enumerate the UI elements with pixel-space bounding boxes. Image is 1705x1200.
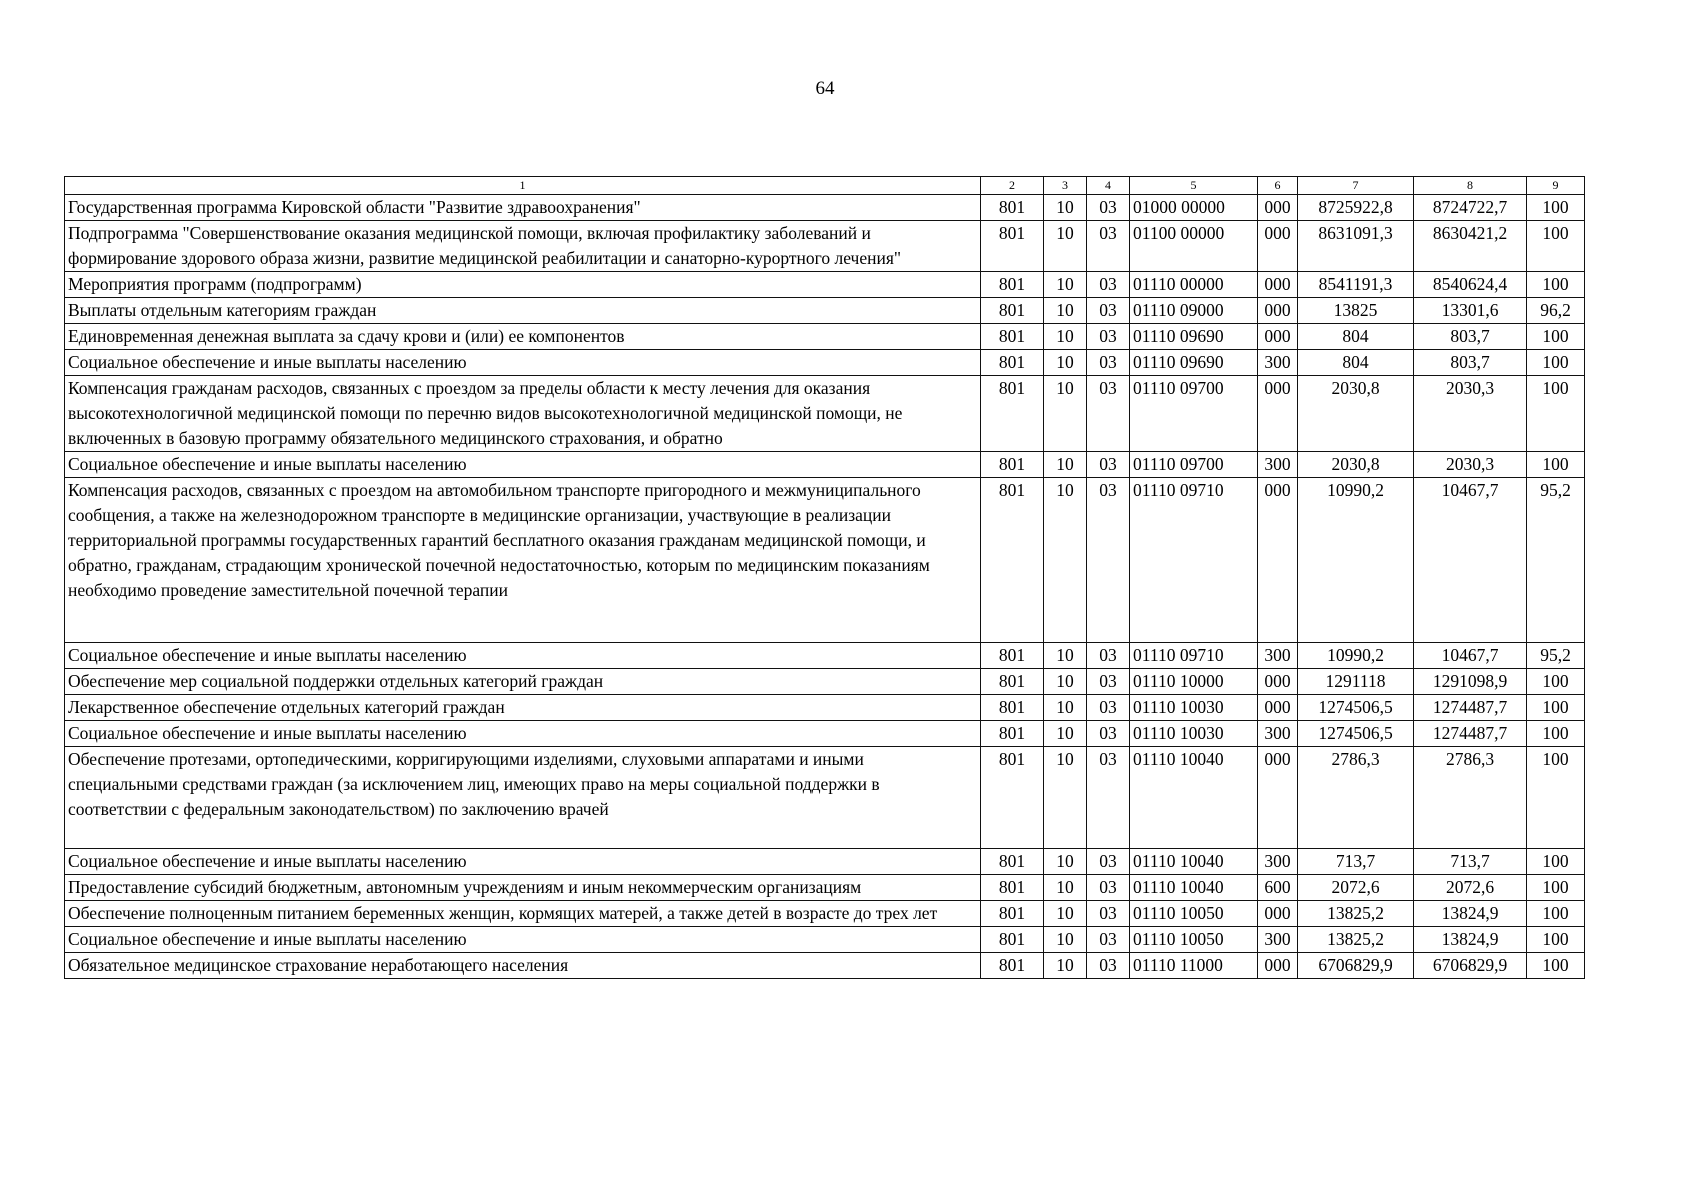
- section-code-cell: 10: [1044, 643, 1087, 669]
- department-code-cell: 801: [981, 272, 1044, 298]
- department-code-cell: 801: [981, 695, 1044, 721]
- expense-type-cell: 000: [1258, 953, 1298, 979]
- section-code-cell: 10: [1044, 195, 1087, 221]
- execution-percent-cell: 100: [1527, 350, 1585, 376]
- section-code-cell: 10: [1044, 478, 1087, 643]
- department-code-cell: 801: [981, 669, 1044, 695]
- section-code-cell: 10: [1044, 324, 1087, 350]
- actual-amount-cell: 1291098,9: [1414, 669, 1527, 695]
- planned-amount-cell: 2030,8: [1298, 376, 1414, 452]
- actual-amount-cell: 10467,7: [1414, 643, 1527, 669]
- table-row: [65, 195, 1585, 221]
- table-row: [65, 747, 1585, 849]
- planned-amount-cell: 1291118: [1298, 669, 1414, 695]
- subsection-code-cell: 03: [1087, 875, 1130, 901]
- execution-percent-cell: 100: [1527, 695, 1585, 721]
- table-row: [65, 875, 1585, 901]
- execution-percent-cell: 100: [1527, 452, 1585, 478]
- department-code-cell: 801: [981, 875, 1044, 901]
- target-article-cell: 01110 10030: [1130, 721, 1258, 747]
- expense-type-cell: 300: [1258, 721, 1298, 747]
- actual-amount-cell: 1274487,7: [1414, 721, 1527, 747]
- execution-percent-cell: 100: [1527, 376, 1585, 452]
- expense-type-cell: 300: [1258, 643, 1298, 669]
- actual-amount-cell: 8724722,7: [1414, 195, 1527, 221]
- actual-amount-cell: 13301,6: [1414, 298, 1527, 324]
- expense-type-cell: 300: [1258, 452, 1298, 478]
- department-code-cell: 801: [981, 452, 1044, 478]
- expense-name-cell: Обеспечение полноценным питанием беременных женщин, кормящих матерей, а также детей в возрасте до трех лет: [65, 901, 981, 927]
- expense-type-cell: 000: [1258, 195, 1298, 221]
- actual-amount-cell: 2030,3: [1414, 452, 1527, 478]
- subsection-code-cell: 03: [1087, 901, 1130, 927]
- section-code-cell: 10: [1044, 350, 1087, 376]
- expense-type-cell: 000: [1258, 376, 1298, 452]
- column-header: 9: [1527, 177, 1585, 195]
- actual-amount-cell: 2072,6: [1414, 875, 1527, 901]
- target-article-cell: 01110 09700: [1130, 376, 1258, 452]
- expense-type-cell: 000: [1258, 298, 1298, 324]
- actual-amount-cell: 803,7: [1414, 350, 1527, 376]
- section-code-cell: 10: [1044, 747, 1087, 849]
- column-header: 3: [1044, 177, 1087, 195]
- target-article-cell: 01110 09000: [1130, 298, 1258, 324]
- section-code-cell: 10: [1044, 695, 1087, 721]
- department-code-cell: 801: [981, 927, 1044, 953]
- execution-percent-cell: 96,2: [1527, 298, 1585, 324]
- column-header: 6: [1258, 177, 1298, 195]
- execution-percent-cell: 95,2: [1527, 478, 1585, 643]
- column-number-row: [65, 177, 1585, 195]
- department-code-cell: 801: [981, 953, 1044, 979]
- expense-type-cell: 600: [1258, 875, 1298, 901]
- expense-name-cell: Компенсация гражданам расходов, связанных с проездом за пределы области к месту лечения для оказания высокотехнологичной медицинской помощи по перечню видов высокотехнологичной медицинской помощи, не включенных в базовую программу обязательного медицинского страхования, и обратно: [65, 376, 981, 452]
- department-code-cell: 801: [981, 324, 1044, 350]
- table-row: [65, 298, 1585, 324]
- table-row: [65, 324, 1585, 350]
- subsection-code-cell: 03: [1087, 849, 1130, 875]
- table-row: [65, 849, 1585, 875]
- department-code-cell: 801: [981, 376, 1044, 452]
- subsection-code-cell: 03: [1087, 324, 1130, 350]
- subsection-code-cell: 03: [1087, 376, 1130, 452]
- planned-amount-cell: 10990,2: [1298, 478, 1414, 643]
- actual-amount-cell: 8630421,2: [1414, 221, 1527, 272]
- department-code-cell: 801: [981, 643, 1044, 669]
- expense-name-cell: Обеспечение мер социальной поддержки отдельных категорий граждан: [65, 669, 981, 695]
- table-row: [65, 643, 1585, 669]
- department-code-cell: 801: [981, 298, 1044, 324]
- planned-amount-cell: 13825: [1298, 298, 1414, 324]
- actual-amount-cell: 6706829,9: [1414, 953, 1527, 979]
- planned-amount-cell: 8541191,3: [1298, 272, 1414, 298]
- table-row: [65, 350, 1585, 376]
- department-code-cell: 801: [981, 901, 1044, 927]
- target-article-cell: 01110 10040: [1130, 875, 1258, 901]
- department-code-cell: 801: [981, 849, 1044, 875]
- execution-percent-cell: 100: [1527, 272, 1585, 298]
- target-article-cell: 01110 10050: [1130, 927, 1258, 953]
- subsection-code-cell: 03: [1087, 195, 1130, 221]
- expense-name-cell: Социальное обеспечение и иные выплаты населению: [65, 643, 981, 669]
- table-row: [65, 376, 1585, 452]
- execution-percent-cell: 100: [1527, 721, 1585, 747]
- planned-amount-cell: 804: [1298, 324, 1414, 350]
- target-article-cell: 01110 11000: [1130, 953, 1258, 979]
- table-row: [65, 927, 1585, 953]
- table-row: [65, 721, 1585, 747]
- execution-percent-cell: 100: [1527, 747, 1585, 849]
- subsection-code-cell: 03: [1087, 272, 1130, 298]
- section-code-cell: 10: [1044, 221, 1087, 272]
- subsection-code-cell: 03: [1087, 953, 1130, 979]
- target-article-cell: 01110 09690: [1130, 350, 1258, 376]
- table-row: [65, 901, 1585, 927]
- expense-name-cell: Социальное обеспечение и иные выплаты населению: [65, 721, 981, 747]
- expense-type-cell: 000: [1258, 747, 1298, 849]
- target-article-cell: 01100 00000: [1130, 221, 1258, 272]
- actual-amount-cell: 13824,9: [1414, 927, 1527, 953]
- actual-amount-cell: 10467,7: [1414, 478, 1527, 643]
- table-row: [65, 953, 1585, 979]
- department-code-cell: 801: [981, 350, 1044, 376]
- planned-amount-cell: 804: [1298, 350, 1414, 376]
- column-header: 7: [1298, 177, 1414, 195]
- expense-name-cell: Государственная программа Кировской области "Развитие здравоохранения": [65, 195, 981, 221]
- expense-name-cell: Обязательное медицинское страхование неработающего населения: [65, 953, 981, 979]
- actual-amount-cell: 803,7: [1414, 324, 1527, 350]
- column-header: 1: [65, 177, 981, 195]
- expense-type-cell: 000: [1258, 901, 1298, 927]
- expense-type-cell: 000: [1258, 478, 1298, 643]
- expense-name-cell: Социальное обеспечение и иные выплаты населению: [65, 350, 981, 376]
- column-header: 5: [1130, 177, 1258, 195]
- execution-percent-cell: 100: [1527, 875, 1585, 901]
- department-code-cell: 801: [981, 721, 1044, 747]
- actual-amount-cell: 8540624,4: [1414, 272, 1527, 298]
- section-code-cell: 10: [1044, 272, 1087, 298]
- target-article-cell: 01110 10040: [1130, 849, 1258, 875]
- planned-amount-cell: 1274506,5: [1298, 695, 1414, 721]
- subsection-code-cell: 03: [1087, 452, 1130, 478]
- expense-name-cell: Мероприятия программ (подпрограмм): [65, 272, 981, 298]
- actual-amount-cell: 1274487,7: [1414, 695, 1527, 721]
- subsection-code-cell: 03: [1087, 350, 1130, 376]
- subsection-code-cell: 03: [1087, 669, 1130, 695]
- section-code-cell: 10: [1044, 875, 1087, 901]
- section-code-cell: 10: [1044, 452, 1087, 478]
- planned-amount-cell: 10990,2: [1298, 643, 1414, 669]
- subsection-code-cell: 03: [1087, 927, 1130, 953]
- target-article-cell: 01110 09700: [1130, 452, 1258, 478]
- execution-percent-cell: 100: [1527, 221, 1585, 272]
- planned-amount-cell: 1274506,5: [1298, 721, 1414, 747]
- actual-amount-cell: 2030,3: [1414, 376, 1527, 452]
- table-row: [65, 669, 1585, 695]
- execution-percent-cell: 100: [1527, 901, 1585, 927]
- expense-name-cell: Компенсация расходов, связанных с проездом на автомобильном транспорте пригородного и межмуниципального сообщения, а также на железнодорожном транспорте в медицинские организации, участвующие в реализации территориальной программы государственных гарантий бесплатного оказания гражданам медицинской помощи, и обратно, гражданам, страдающим хронической почечной недостаточностью, которым по медицинским показаниям необходимо проведение заместительной почечной терапии: [65, 478, 981, 643]
- section-code-cell: 10: [1044, 376, 1087, 452]
- expense-name-cell: Единовременная денежная выплата за сдачу крови и (или) ее компонентов: [65, 324, 981, 350]
- section-code-cell: 10: [1044, 669, 1087, 695]
- actual-amount-cell: 2786,3: [1414, 747, 1527, 849]
- target-article-cell: 01110 00000: [1130, 272, 1258, 298]
- expense-type-cell: 300: [1258, 350, 1298, 376]
- target-article-cell: 01110 10040: [1130, 747, 1258, 849]
- section-code-cell: 10: [1044, 849, 1087, 875]
- execution-percent-cell: 100: [1527, 195, 1585, 221]
- planned-amount-cell: 6706829,9: [1298, 953, 1414, 979]
- target-article-cell: 01110 10030: [1130, 695, 1258, 721]
- expense-type-cell: 300: [1258, 849, 1298, 875]
- department-code-cell: 801: [981, 195, 1044, 221]
- table-row: [65, 478, 1585, 643]
- table-body: [65, 195, 1585, 979]
- expense-type-cell: 300: [1258, 927, 1298, 953]
- execution-percent-cell: 95,2: [1527, 643, 1585, 669]
- planned-amount-cell: 8631091,3: [1298, 221, 1414, 272]
- expense-name-cell: Социальное обеспечение и иные выплаты населению: [65, 927, 981, 953]
- department-code-cell: 801: [981, 747, 1044, 849]
- execution-percent-cell: 100: [1527, 324, 1585, 350]
- page-number: 64: [815, 78, 835, 99]
- column-header: 8: [1414, 177, 1527, 195]
- subsection-code-cell: 03: [1087, 643, 1130, 669]
- subsection-code-cell: 03: [1087, 478, 1130, 643]
- actual-amount-cell: 13824,9: [1414, 901, 1527, 927]
- expense-type-cell: 000: [1258, 324, 1298, 350]
- expense-type-cell: 000: [1258, 669, 1298, 695]
- planned-amount-cell: 2030,8: [1298, 452, 1414, 478]
- target-article-cell: 01110 10000: [1130, 669, 1258, 695]
- expense-name-cell: Предоставление субсидий бюджетным, автономным учреждениям и иным некоммерческим организациям: [65, 875, 981, 901]
- planned-amount-cell: 2072,6: [1298, 875, 1414, 901]
- planned-amount-cell: 13825,2: [1298, 901, 1414, 927]
- execution-percent-cell: 100: [1527, 927, 1585, 953]
- target-article-cell: 01110 09690: [1130, 324, 1258, 350]
- planned-amount-cell: 13825,2: [1298, 927, 1414, 953]
- target-article-cell: 01110 09710: [1130, 643, 1258, 669]
- subsection-code-cell: 03: [1087, 747, 1130, 849]
- expense-name-cell: Социальное обеспечение и иные выплаты населению: [65, 452, 981, 478]
- expense-name-cell: Выплаты отдельным категориям граждан: [65, 298, 981, 324]
- table-row: [65, 452, 1585, 478]
- expense-type-cell: 000: [1258, 272, 1298, 298]
- budget-table: [64, 176, 1585, 979]
- execution-percent-cell: 100: [1527, 849, 1585, 875]
- execution-percent-cell: 100: [1527, 669, 1585, 695]
- expense-name-cell: Подпрограмма "Совершенствование оказания медицинской помощи, включая профилактику заболеваний и формирование здорового образа жизни, развитие медицинской реабилитации и санаторно-курортного лечения": [65, 221, 981, 272]
- subsection-code-cell: 03: [1087, 721, 1130, 747]
- expense-name-cell: Обеспечение протезами, ортопедическими, корригирующими изделиями, слуховыми аппаратами и иными специальными средствами граждан (за исключением лиц, имеющих право на меры социальной поддержки в соответствии с федеральным законодательством) по заключению врачей: [65, 747, 981, 849]
- expense-name-cell: Лекарственное обеспечение отдельных категорий граждан: [65, 695, 981, 721]
- table-row: [65, 695, 1585, 721]
- planned-amount-cell: 2786,3: [1298, 747, 1414, 849]
- table-row: [65, 221, 1585, 272]
- section-code-cell: 10: [1044, 901, 1087, 927]
- section-code-cell: 10: [1044, 953, 1087, 979]
- expense-type-cell: 000: [1258, 695, 1298, 721]
- column-header: 2: [981, 177, 1044, 195]
- section-code-cell: 10: [1044, 298, 1087, 324]
- expense-type-cell: 000: [1258, 221, 1298, 272]
- actual-amount-cell: 713,7: [1414, 849, 1527, 875]
- subsection-code-cell: 03: [1087, 221, 1130, 272]
- section-code-cell: 10: [1044, 927, 1087, 953]
- table-row: [65, 272, 1585, 298]
- target-article-cell: 01110 09710: [1130, 478, 1258, 643]
- subsection-code-cell: 03: [1087, 298, 1130, 324]
- target-article-cell: 01000 00000: [1130, 195, 1258, 221]
- expense-name-cell: Социальное обеспечение и иные выплаты населению: [65, 849, 981, 875]
- column-header: 4: [1087, 177, 1130, 195]
- subsection-code-cell: 03: [1087, 695, 1130, 721]
- target-article-cell: 01110 10050: [1130, 901, 1258, 927]
- execution-percent-cell: 100: [1527, 953, 1585, 979]
- planned-amount-cell: 713,7: [1298, 849, 1414, 875]
- planned-amount-cell: 8725922,8: [1298, 195, 1414, 221]
- section-code-cell: 10: [1044, 721, 1087, 747]
- department-code-cell: 801: [981, 221, 1044, 272]
- department-code-cell: 801: [981, 478, 1044, 643]
